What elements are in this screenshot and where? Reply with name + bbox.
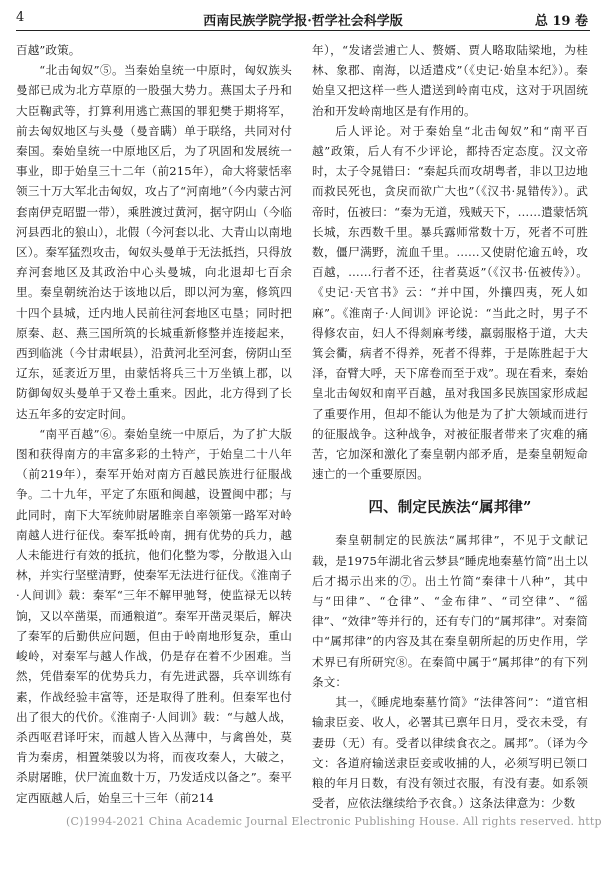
page-header <box>16 8 590 31</box>
body-paragraph: 后人评论。对于秦始皇“北击匈奴”和“南平百越”政策，后人有不少评论，都持否定态度。汉文帝时，太子令晁错曰：“秦起兵而攻胡粤者，非以卫边地而救民死也，贪戾而欲广大也”（《汉书·晁错传》）。武帝时，伍被曰：“秦为无道，残贼天下，……遣蒙恬筑长城，东西数千里。暴兵露师常数十万，死者不可胜数，僵尸满野，流血千里。……又使尉佗逾五岭，攻百越，……行者不还，往者莫返”（《汉书·伍被传》）。《史记·天官书》云：“并中国，外攘四夷，死人如麻”。《淮南子·人间训》评论说：“当此之时，男子不得修农亩，妇人不得剡麻考缕，羸弱服格于道，大夫箕会衢，病者不得养，死者不得葬，于是陈胜起于大泽，奋臂大呼，天下席卷而至于戏”。现在看来，秦始皇北击匈奴和南平百越，虽对我国多民族国家形成起了重要作用，但却不能认为他是为了扩大领域而进行的征服战争。这种战争，对被征服者带来了灾难的痛苦，它加深和激化了秦皇朝内部矛盾，是秦皇朝短命速亡的一个重要原因。 <box>312 123 588 482</box>
body-paragraph: 其一，《睡虎地秦墓竹简》“法律答问”：“道官相输隶臣妾、收人，必署其已禀年日月，受衣未受，有妻毋（无）有。受者以律续食衣之。属邦”。（译为今文：各道府输送隶臣妾或收捕的人，必须写明已领口粮的年月日数，有没有领过衣服，有没有妻。如系领受者，应依法继续给予衣食。）这条法律意为：少数 <box>312 695 588 811</box>
body-paragraph: 秦皇朝制定的民族法“属邦律”，不见于文献记载，是1975年湖北省云梦县“睡虎地秦墓竹简”出土以后才揭示出来的⑦。出土竹简“秦律十八种”，其中与“田律”、“仓律”、“金布律”、“司空律”、“徭律”、“效律”等并行的，还有专门的“属邦律”。对秦简中“属邦律”的内容及其在秦皇朝所起的历史作用，学术界已有所研究⑧。在秦简中属于“属邦律”的有下列条文： <box>312 533 588 689</box>
left-text-column <box>16 40 292 808</box>
body-paragraph: 百越”政策。 <box>16 43 81 57</box>
copyright-watermark: (C)1994-2021 China Academic Journal Electronic Publishing House. All rights reserved. http <box>66 815 602 828</box>
right-text-column <box>312 40 588 813</box>
page-number: 4 <box>16 10 25 25</box>
body-paragraph: “南平百越”⑥。秦始皇统一中原后，为了扩大版图和获得南方的丰富多彩的土特产，于始皇二十八年（前219年），秦军开始对南方百越民族进行征服战争。二十九年，平定了东瓯和闽越，设置闽中郡；与此同时，南下大军统帅尉屠睢亲自率领第一路军对岭南越人进行征伐。秦军抵岭南，拥有优势的兵力，越人未能进行有效的抵抗，他们化整为零，分散退入山林，并实行坚壁清野，使秦军无法进行征伐。《淮南子·人间训》载：秦军“三年不解甲驰弩，使监禄无以转饷，又以卒凿渠，而通粮道”。秦军开凿灵渠后，解决了秦军的后勤供应问题，但由于岭南地形复杂，重山峻岭，对秦军与越人作战，仍是存在着不少困难。当然，凭借秦军的优势兵力，有先进武器，兵卒训练有素，作战经验丰富等，还是取得了胜利。但秦军也付出了很大的代价。《淮南子·人间训》载：“与越人战，杀西呕君译吁宋，而越人皆入丛薄中，与禽兽处，莫肯为秦虏，相置桀骏以为将，而夜攻秦人，大破之，杀尉屠睢，伏尸流血数十万，乃发适戍以备之”。秦平定西瓯越人后，始皇三十三年（前214 <box>16 426 292 805</box>
body-paragraph: 年），“发诸尝逋亡人、赘婿、贾人略取陆梁地，为桂林、象郡、南海，以适遣戍”（《史记·始皇本纪》）。秦始皇又把这样一些人遣送到岭南屯戍，这对于巩固统治和开发岭南地区是有作用的。 <box>312 43 588 118</box>
section-heading: 四、制定民族法“属邦律” <box>368 499 532 517</box>
body-paragraph: “北击匈奴”⑤。当秦始皇统一中原时，匈奴族头曼部已成为北方草原的一股强大势力。燕国太子丹和大臣鞠武等，打算利用逃亡燕国的罪犯樊于期将军，前去匈奴地区与头曼（曼音瞒）单于联络，共同对付秦国。秦始皇统一中原地区后，为了巩固和发展统一事业，即于始皇三十二年（前215年），命大将蒙恬率领三十万大军北击匈奴，攻占了“河南地”（今内蒙古河套南伊克昭盟一带），乘胜渡过黄河，据守阴山（今临河县西北的狼山），北假（今河套以北、大青山以南地区）。秦军猛烈攻击，匈奴头曼单于无法抵挡，只得放弃河套地区及其政治中心头曼城，向北退却七百余里。秦皇朝统治达于该地以后，即以河为塞，修筑四十四个县城，迁内地人民前往河套地区屯垦；同时把原秦、赵、燕三国所筑的长城重新修整并连接起来，西到临洮（今甘肃岷县），沿黄河北至河套，傍阴山至辽东，延袤近万里，由蒙恬将兵三十万坐镇上郡，以防御匈奴头曼单于又卷土重来。因此，北方得到了长达五年多的安定时间。 <box>16 63 292 421</box>
journal-title: 西南民族学院学报·哲学社会科学版 <box>203 14 403 29</box>
volume-label: 总 19 卷 <box>534 14 588 29</box>
